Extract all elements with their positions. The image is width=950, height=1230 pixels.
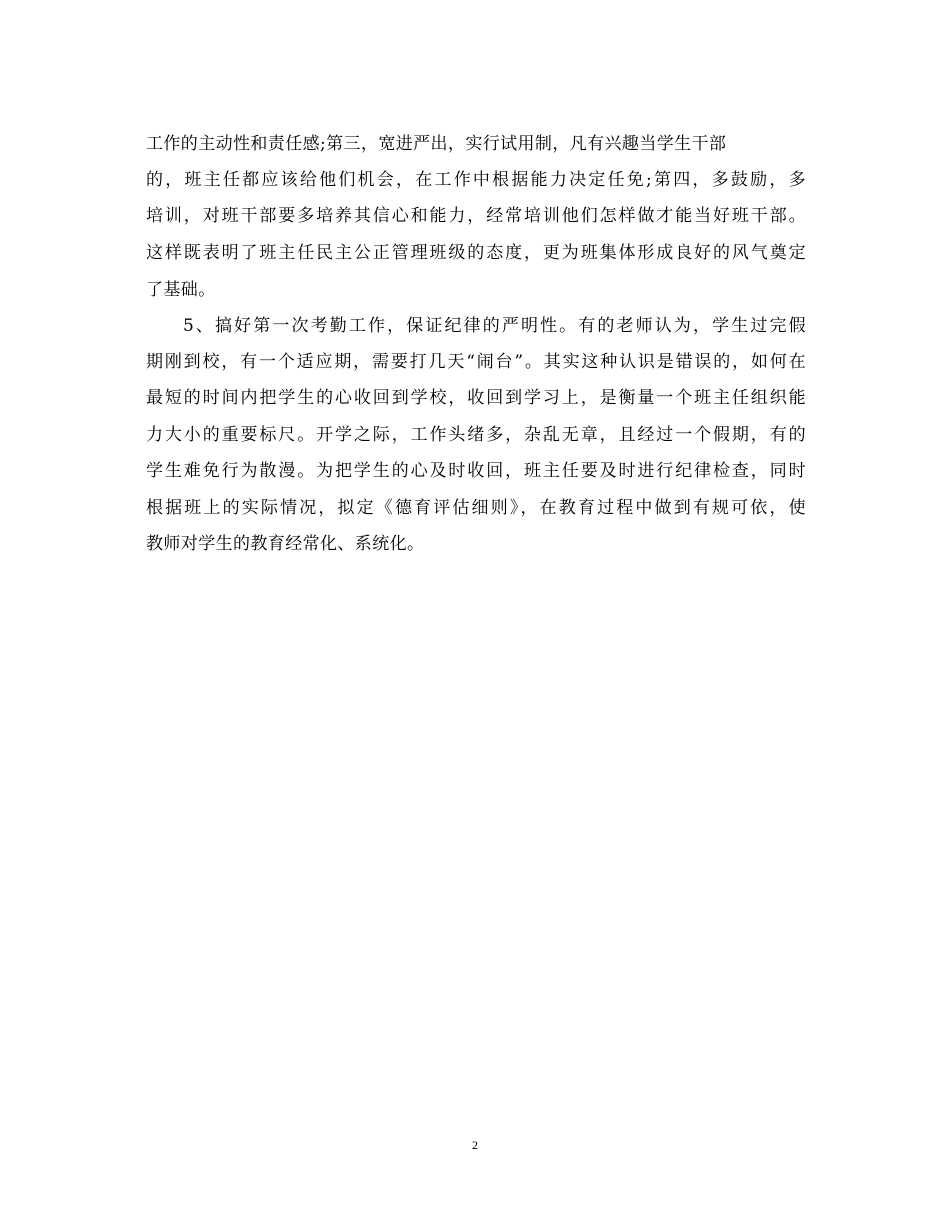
text-line: 期刚到校，有一个适应期，需要打几天“闹台”。其实这种认识是错误的，如何在	[146, 352, 806, 372]
text-line: 这样既表明了班主任民主公正管理班级的态度，更为班集体形成良好的风气奠定	[146, 243, 806, 263]
text-line: 5、搞好第一次考勤工作，保证纪律的严明性。有的老师认为，学生过完假	[183, 316, 806, 336]
text-line: 了基础。	[146, 280, 216, 300]
text-line: 的，班主任都应该给他们机会，在工作中根据能力决定任免;第四，多鼓励，多	[146, 170, 806, 190]
text-line: 最短的时间内把学生的心收回到学校，收回到学习上，是衡量一个班主任组织能	[146, 388, 806, 408]
page-number: 2	[472, 1138, 478, 1152]
text-line: 教师对学生的教育经常化、系统化。	[146, 534, 425, 554]
text-line: 培训，对班干部要多培养其信心和能力，经常培训他们怎样做才能当好班干部。	[146, 206, 806, 226]
text-line: 力大小的重要标尺。开学之际，工作头绪多，杂乱无章，且经过一个假期，有的	[146, 425, 806, 445]
text-line: 学生难免行为散漫。为把学生的心及时收回，班主任要及时进行纪律检查，同时	[146, 461, 806, 481]
text-line: 根据班上的实际情况，拟定《德育评估细则》，在教育过程中做到有规可依，使	[146, 498, 806, 518]
text-line: 工作的主动性和责任感;第三，宽进严出，实行试用制，凡有兴趣当学生干部	[146, 134, 727, 154]
